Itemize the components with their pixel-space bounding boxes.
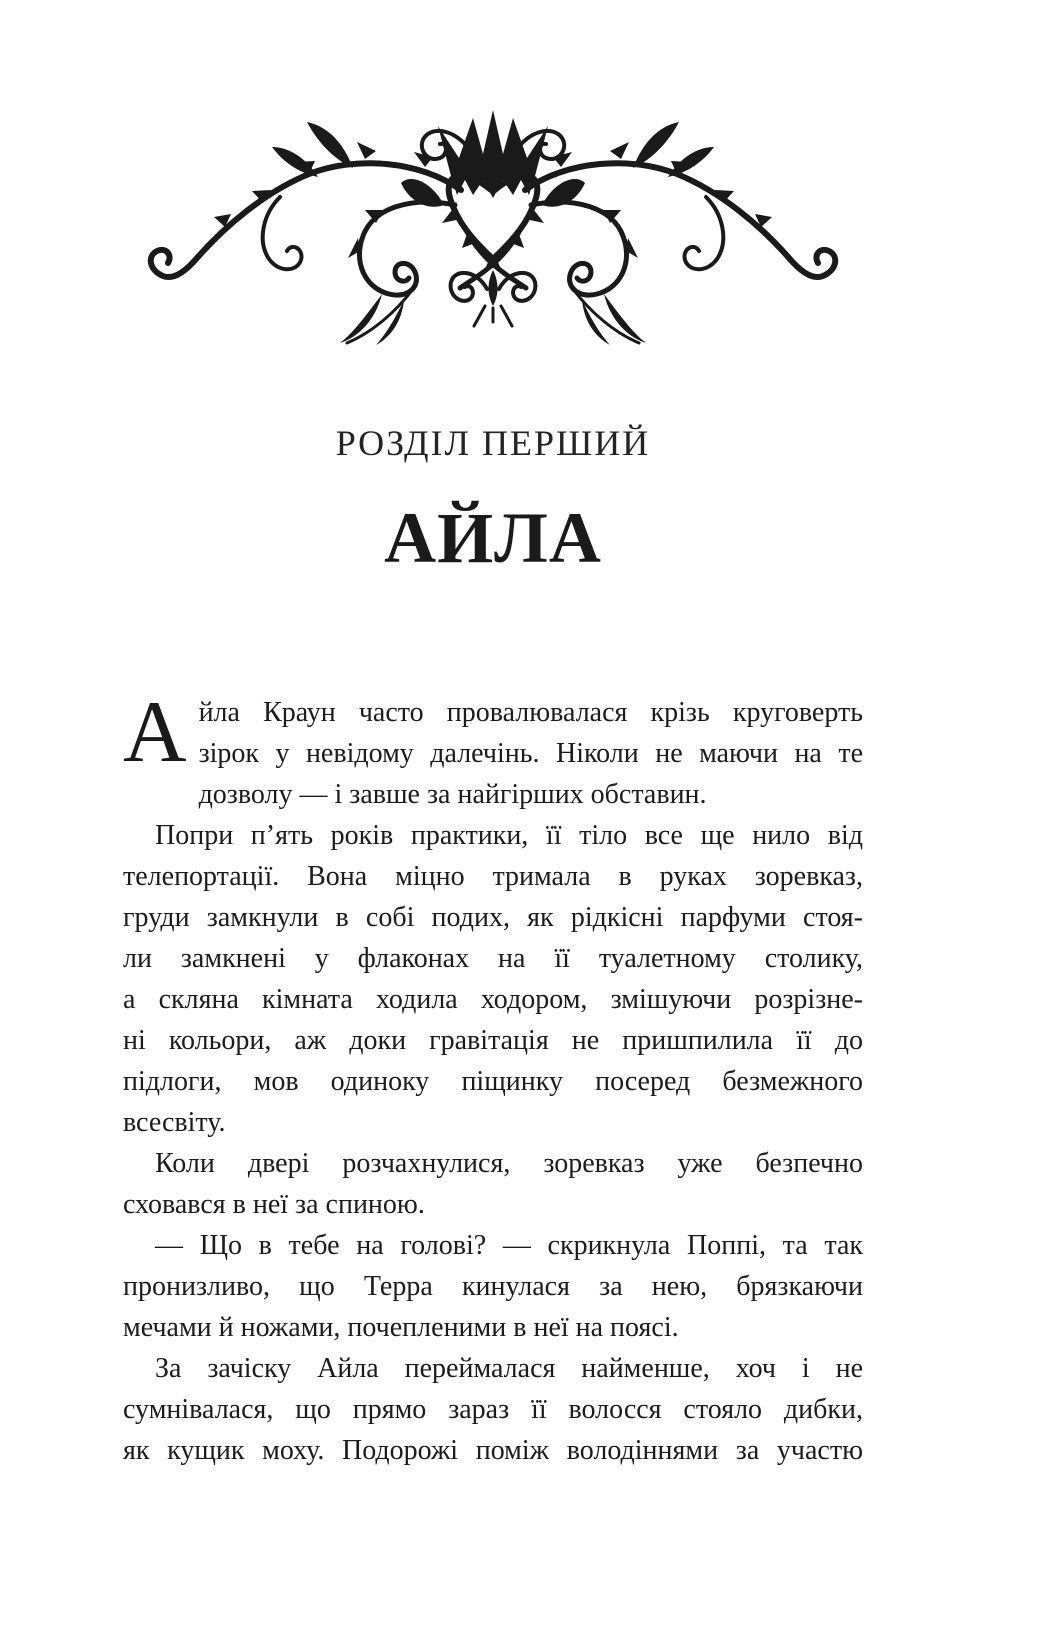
text-line: — Що в тебе на голові? — скрикнула Поппі, та так <box>155 1230 863 1261</box>
paragraph <box>123 1143 863 1225</box>
drop-cap: А <box>123 684 187 781</box>
text-line: сховався в неї за спиною. <box>123 1189 425 1220</box>
text-line: Попри п’ять років практики, її тіло все ще нило від <box>155 820 863 851</box>
paragraph <box>123 815 863 1143</box>
text-line: зірок у невідому далечінь. Ніколи не маючи на те <box>198 738 863 769</box>
text-line: груди замкнули в собі подих, як рідкісні парфуми стоя- <box>123 902 863 933</box>
text-line: ли замкнені у флаконах на її туалетному столику, <box>123 943 863 974</box>
text-line: підлоги, мов одиноку піщинку посеред безмежного <box>123 1066 863 1097</box>
text-line: дозволу — і завше за найгірших обставин. <box>198 779 707 810</box>
text-line: ні кольори, аж доки гравітація не пришпилила її до <box>123 1025 863 1056</box>
text-line: як кущик моху. Подорожі поміж володіннями за участю <box>123 1435 863 1466</box>
chapter-title: АЙЛА <box>384 498 602 578</box>
text-line: Коли двері розчахнулися, зоревказ уже безпечно <box>155 1148 863 1179</box>
text-line: пронизливо, що Терра кинулася за нею, брязкаючи <box>123 1271 863 1302</box>
text-line: всесвіту. <box>123 1107 226 1138</box>
text-line: сумнівалася, що прямо зараз її волосся стояло дибки, <box>123 1394 863 1425</box>
chapter-ornament <box>113 110 873 372</box>
text-line: йла Краун часто провалювалася крізь круговерть <box>198 697 863 728</box>
text-line: телепортації. Вона міцно тримала в руках зоревказ, <box>123 861 863 892</box>
text-line: мечами й ножами, почепленими в неї на поясі. <box>123 1312 679 1343</box>
text-line: а скляна кімната ходила ходором, змішуючи розрізне- <box>123 984 863 1015</box>
paragraph <box>123 1225 863 1348</box>
body-text <box>123 684 863 1471</box>
paragraph <box>123 1348 863 1471</box>
text-line: За зачіску Айла переймалася найменше, хоч і не <box>155 1353 863 1384</box>
chapter-label: РОЗДІЛ ПЕРШИЙ <box>335 423 651 463</box>
crown-thorn-flourish-icon <box>113 110 873 372</box>
paragraph <box>123 684 863 815</box>
